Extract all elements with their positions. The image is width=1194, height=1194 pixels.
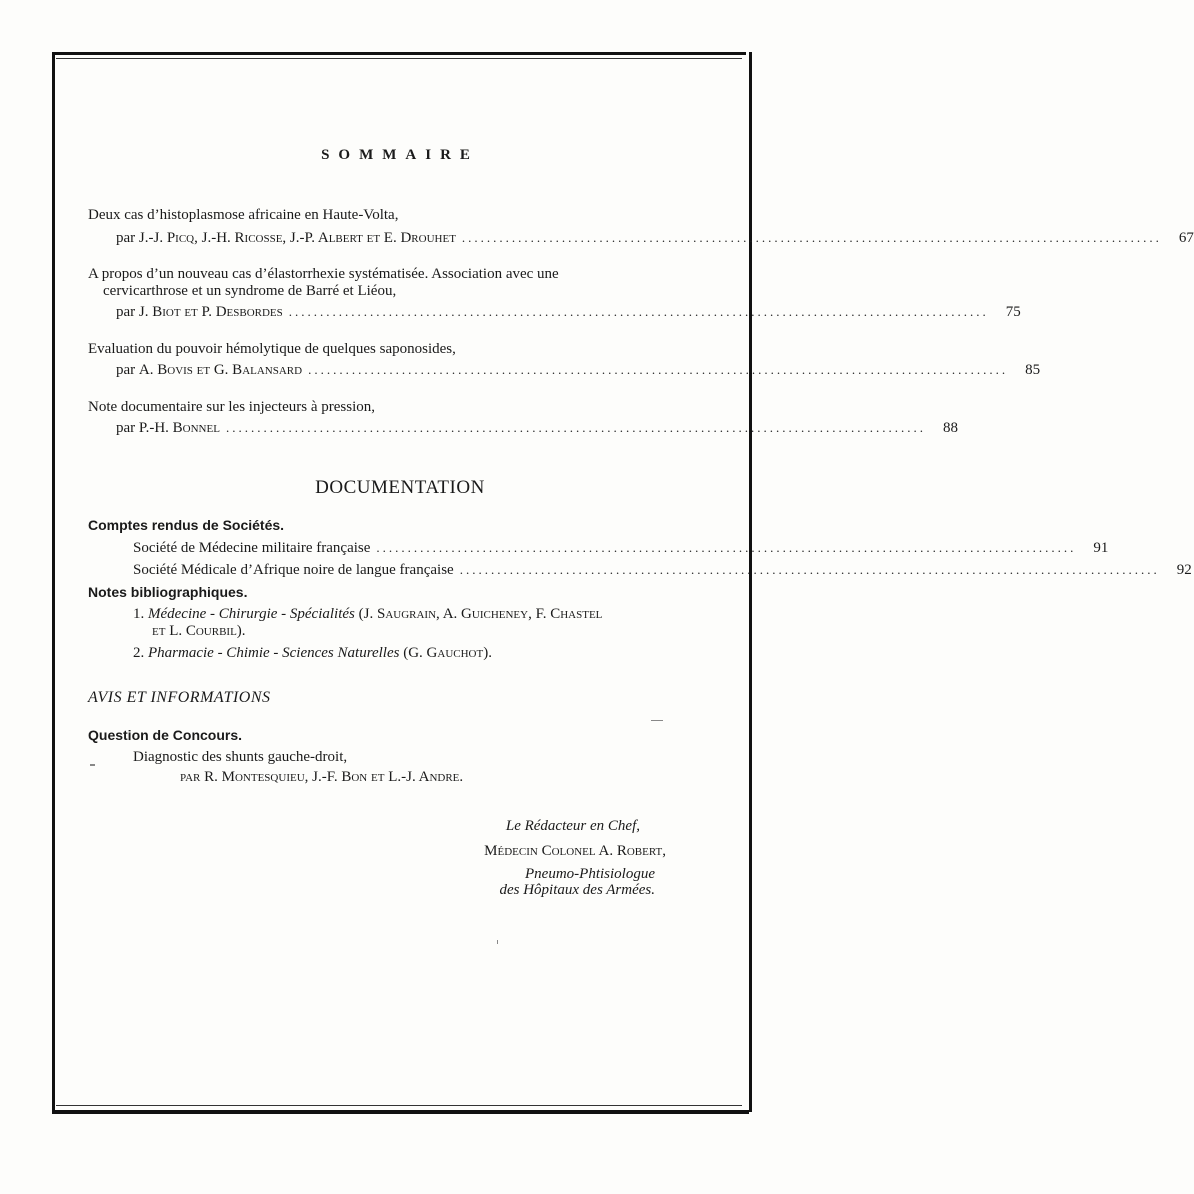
article-2-authors: J. Biot et P. Desbordes <box>138 304 283 320</box>
compte-rendu-2-page: 92 <box>1176 562 1192 578</box>
article-2-par: par <box>116 304 136 320</box>
note-2-number: 2. <box>133 645 145 661</box>
compte-rendu-1-page: 91 <box>1093 540 1109 556</box>
article-2-leader-dots: ................................................................................................................ <box>288 304 989 319</box>
article-2-page: 75 <box>1005 304 1021 320</box>
note-2 <box>133 644 492 662</box>
paper-speck <box>497 940 498 944</box>
compte-rendu-1-text: Société de Médecine militaire française <box>133 540 371 556</box>
note-1 <box>133 605 602 623</box>
paper-speck <box>90 764 95 766</box>
note-2-authors: (G. Gauchot). <box>403 645 492 661</box>
compte-rendu-2 <box>133 561 1192 579</box>
comptes-rendus-heading: Comptes rendus de Sociétés. <box>88 517 285 533</box>
notes-bibliographiques-heading: Notes bibliographiques. <box>88 584 248 600</box>
compte-rendu-1-leader-dots: ................................................................................................................ <box>376 540 1077 555</box>
article-1-par: par <box>116 230 136 246</box>
article-4-leader-dots: ................................................................................................................ <box>225 420 926 435</box>
article-4-authors: P.-H. Bonnel <box>138 420 220 436</box>
frame-bottom-rule <box>52 1110 749 1114</box>
article-3-par: par <box>116 362 136 378</box>
signature-role: Le Rédacteur en Chef, <box>505 818 640 834</box>
article-4-byline <box>116 419 958 437</box>
article-3-page: 85 <box>1025 362 1041 378</box>
article-3-title: Evaluation du pouvoir hémolytique de quelques saponosides, <box>88 341 456 357</box>
article-4-par: par <box>116 420 136 436</box>
compte-rendu-1 <box>133 539 1109 557</box>
question-title: Diagnostic des shunts gauche-droit, <box>133 749 348 765</box>
paper-speck <box>651 720 663 721</box>
article-3-leader-dots: ................................................................................................................ <box>308 362 1009 377</box>
note-1-number: 1. <box>133 606 145 622</box>
article-2-title-line-2: cervicarthrose et un syndrome de Barré et Liéou, <box>103 283 397 299</box>
note-2-title: Pharmacie - Chimie - Sciences Naturelles <box>148 645 400 661</box>
article-2-byline <box>116 303 1021 321</box>
note-1-title: Médecine - Chirurgie - Spécialités <box>148 606 355 622</box>
article-1-authors: J.-J. Picq, J.-H. Ricosse, J.-P. Albert et E. Drouhet <box>138 230 456 246</box>
article-2-title-line-1: A propos d’un nouveau cas d’élastorrhexie systématisée. Association avec une <box>88 266 559 282</box>
frame-top-inner-rule <box>56 58 742 59</box>
article-1-title: Deux cas d’histoplasmose africaine en Haute-Volta, <box>88 207 399 223</box>
avis-heading: AVIS ET INFORMATIONS <box>88 689 271 706</box>
frame-top-rule <box>52 52 746 55</box>
compte-rendu-2-leader-dots: ................................................................................................................ <box>459 562 1160 577</box>
article-1-leader-dots: ................................................................................................................ <box>461 230 1162 245</box>
signature-title-2: des Hôpitaux des Armées. <box>499 882 655 898</box>
article-1-byline <box>116 229 1194 247</box>
signature-title-1: Pneumo-Phtisiologue <box>525 866 655 882</box>
article-3-authors: A. Bovis et G. Balansard <box>138 362 303 378</box>
sommaire-title: SOMMAIRE <box>321 147 479 163</box>
article-3-byline <box>116 361 1041 379</box>
note-1-authors-continued: et L. Courbil). <box>152 623 246 639</box>
signature-name: Médecin Colonel A. Robert, <box>484 843 666 859</box>
documentation-heading: DOCUMENTATION <box>315 477 485 498</box>
note-1-authors: (J. Saugrain, A. Guicheney, F. Chastel <box>358 606 603 622</box>
article-4-page: 88 <box>942 420 958 436</box>
article-1-page: 67 <box>1178 230 1194 246</box>
question-authors: par R. Montesquieu, J.-F. Bon et L.-J. Andre. <box>180 769 464 785</box>
question-concours-heading: Question de Concours. <box>88 727 243 743</box>
frame-bottom-inner-rule <box>56 1105 742 1106</box>
article-4-title: Note documentaire sur les injecteurs à pression, <box>88 399 375 415</box>
compte-rendu-2-text: Société Médicale d’Afrique noire de langue française <box>133 562 454 578</box>
